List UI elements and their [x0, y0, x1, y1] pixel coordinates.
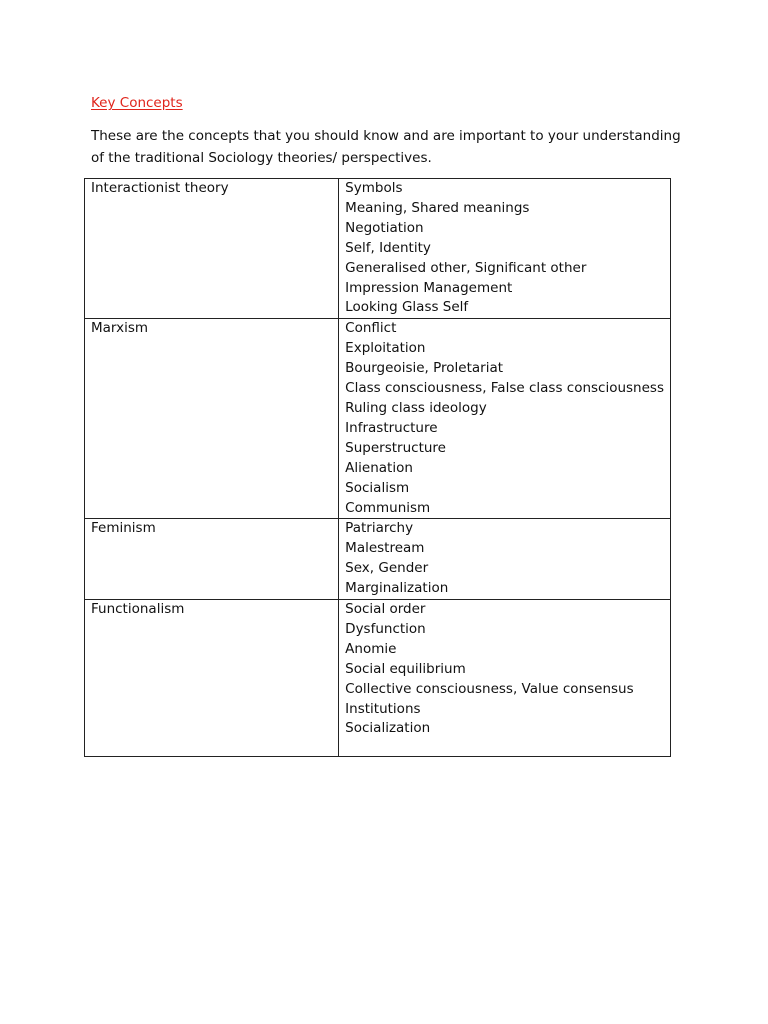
table-row [85, 319, 671, 519]
concept-item: Institutions [345, 700, 421, 717]
cell-padding [345, 739, 664, 756]
concept-item: Social equilibrium [345, 660, 466, 677]
concept-item: Impression Management [345, 279, 513, 296]
concept-item: Self, Identity [345, 239, 431, 256]
concept-item: Symbols [345, 180, 403, 196]
concept-item: Class consciousness, False class consciousness [345, 380, 664, 397]
concept-item: Patriarchy [345, 520, 414, 537]
concepts-cell [339, 519, 671, 600]
concept-item: Dysfunction [345, 620, 426, 637]
concepts-table [84, 178, 671, 757]
concept-item: Alienation [345, 459, 413, 476]
concepts-cell [339, 319, 671, 519]
theory-name: Functionalism [85, 600, 339, 757]
theory-name: Feminism [85, 519, 339, 600]
concept-item: Marginalization [345, 580, 449, 597]
table-row [85, 179, 671, 319]
concept-item: Social order [345, 601, 426, 618]
concept-item: Meaning, Shared meanings [345, 199, 530, 216]
table-row [85, 600, 671, 757]
theory-name: Interactionist theory [85, 179, 339, 319]
concept-item: Collective consciousness, Value consensus [345, 680, 634, 697]
concept-item: Conflict [345, 320, 397, 337]
concept-item: Generalised other, Significant other [345, 259, 587, 276]
table-row [85, 519, 671, 600]
concept-item: Negotiation [345, 219, 424, 236]
concept-item: Ruling class ideology [345, 399, 487, 416]
concept-item: Bourgeoisie, Proletariat [345, 360, 504, 377]
concept-item: Socialism [345, 479, 410, 496]
intro-paragraph: These are the concepts that you should know and are important to your understanding of the traditional Sociology theories/ perspectives. [91, 128, 681, 166]
concept-item: Communism [345, 499, 431, 516]
concept-item: Exploitation [345, 340, 426, 357]
section-heading: Key Concepts [91, 95, 183, 111]
concept-item: Anomie [345, 640, 397, 657]
theory-name: Marxism [85, 319, 339, 519]
concept-item: Malestream [345, 540, 425, 557]
concepts-cell [339, 179, 671, 319]
concept-item: Socialization [345, 720, 431, 737]
concept-item: Infrastructure [345, 419, 438, 436]
concept-item: Looking Glass Self [345, 299, 469, 316]
concepts-cell [339, 600, 671, 757]
concept-item: Sex, Gender [345, 560, 429, 577]
concept-item: Superstructure [345, 439, 446, 456]
